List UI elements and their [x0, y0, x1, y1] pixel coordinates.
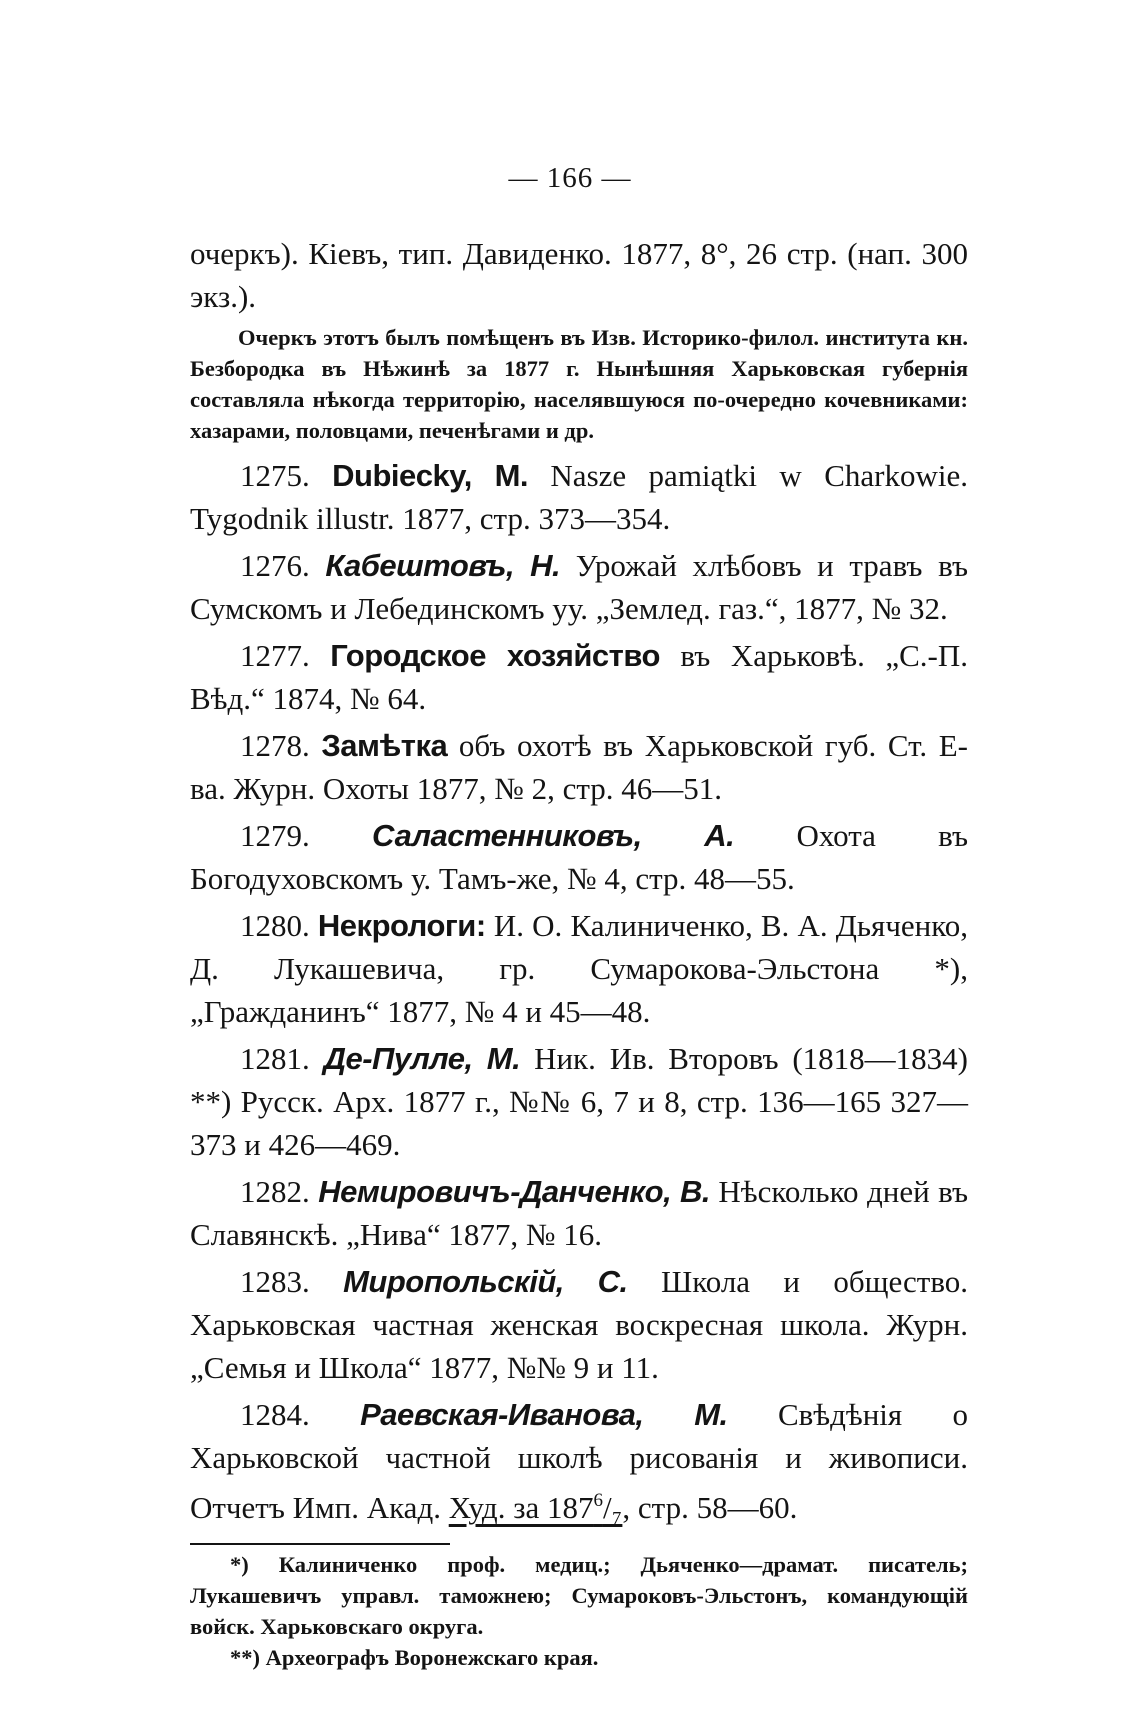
- entry-text: въ Харьковѣ. „С.-П. Вѣд.“ 1874, № 64.: [190, 638, 968, 716]
- entry-author: Раевская-Иванова, М.: [360, 1397, 728, 1432]
- bibliography-entry: [190, 724, 968, 810]
- entry-tail: , стр. 58—60.: [622, 1490, 798, 1525]
- entry-author: Миропольскій, С.: [343, 1264, 628, 1299]
- bibliography-entry: [190, 814, 968, 900]
- intro-line: очеркъ). Кіевъ, тип. Давиденко. 1877, 8°, 26 стр. (нап. 300 экз.).: [190, 236, 968, 314]
- bibliography-entry: [190, 1260, 968, 1389]
- entry-number: 1283.: [240, 1264, 310, 1299]
- entry-number: 1284.: [240, 1397, 310, 1432]
- bibliography-entry: [190, 1393, 968, 1529]
- entry-author: Городское хозяйство: [330, 638, 660, 673]
- entry-number: 1282.: [240, 1174, 310, 1209]
- entry-text: Нѣсколько дней въ Славянскѣ. „Нива“ 1877, № 16.: [190, 1174, 969, 1252]
- page-number: — 166 —: [508, 162, 632, 194]
- entry-text: Свѣдѣнія о Харьковской частной школѣ рисованія и живописи. Отчетъ Имп. Акад.: [190, 1397, 968, 1525]
- footnote-divider: [190, 1543, 450, 1545]
- entry-number: 1278.: [240, 728, 310, 763]
- entry-author: Некрологи:: [317, 908, 486, 943]
- entry-number: 1280.: [240, 908, 310, 943]
- bibliography-entry: [190, 544, 968, 630]
- entry-text: И. О. Калиниченко, В. А. Дьяченко, Д. Лукашевича, гр. Сумарокова-Эльстона *), „Гражданинъ“ 1877, № 4 и 45—48.: [190, 908, 968, 1029]
- entry-number: 1277.: [240, 638, 310, 673]
- entry-number: 1276.: [240, 548, 310, 583]
- text-column: [190, 232, 968, 1673]
- intro-note: Очеркъ этотъ былъ помѣщенъ въ Изв. Историко-филол. института кн. Безбородка въ Нѣжинѣ за 1877 г. Нынѣшняя Харьковская губернія составляла нѣкогда территорію, населявшуюся по-очередно кочевниками: хазарами, половцами, печенѣгами и др.: [190, 325, 968, 443]
- bibliography-entry: [190, 1170, 968, 1256]
- entry-number: 1281.: [240, 1041, 310, 1076]
- footnote: *) Калиниченко проф. медиц.; Дьяченко—драмат. писатель; Лукашевичъ управл. таможнею; Сумароковъ-Эльстонъ, командующій войск. Харьковскаго округа.: [190, 1552, 968, 1639]
- footnote: **) Археографъ Воронежскаго края.: [230, 1645, 599, 1670]
- entry-author: Замѣтка: [321, 728, 448, 763]
- entry-author: Саластенниковъ, А.: [371, 818, 735, 853]
- entry-text: Школа и общество. Харьковская частная женская воскресная школа. Журн. „Семья и Школа“ 1877, №№ 9 и 11.: [190, 1264, 969, 1385]
- entry-author: Немировичъ-Данченко, В.: [318, 1174, 710, 1209]
- bibliography-entry: [190, 1037, 968, 1166]
- entry-author: Де-Пулле, М.: [323, 1041, 521, 1076]
- superscript: 6: [593, 1490, 603, 1511]
- entry-number: 1275.: [240, 458, 310, 493]
- bibliography-entry: [190, 904, 968, 1033]
- entry-text: Nasze pamiątki w Charkowie. Tygodnik illustr. 1877, стр. 373—354.: [190, 458, 968, 536]
- entry-text: объ охотѣ въ Харьковской губ. Ст. Е-ва. Журн. Охоты 1877, № 2, стр. 46—51.: [190, 728, 969, 806]
- entry-text: Урожай хлѣбовъ и травъ въ Сумскомъ и Лебединскомъ уу. „Землед. газ.“, 1877, № 32.: [190, 548, 968, 626]
- entry-text: Ник. Ив. Второвъ (1818—1834) **) Русск. Арх. 1877 г., №№ 6, 7 и 8, стр. 136—165 327—373 и 426—469.: [190, 1041, 968, 1162]
- bibliography-entry: [190, 454, 968, 540]
- entry-underlined-ref: Худ. за $187^6/_7$: [448, 1490, 623, 1525]
- entry-number: 1279.: [240, 818, 310, 853]
- entry-text: Охота въ Богодуховскомъ у. Тамъ-же, № 4, стр. 48—55.: [190, 818, 969, 896]
- entry-author: Dubiecky, M.: [332, 458, 529, 493]
- bibliography-entry: [190, 634, 968, 720]
- entry-author: Кабештовъ, Н.: [325, 548, 561, 583]
